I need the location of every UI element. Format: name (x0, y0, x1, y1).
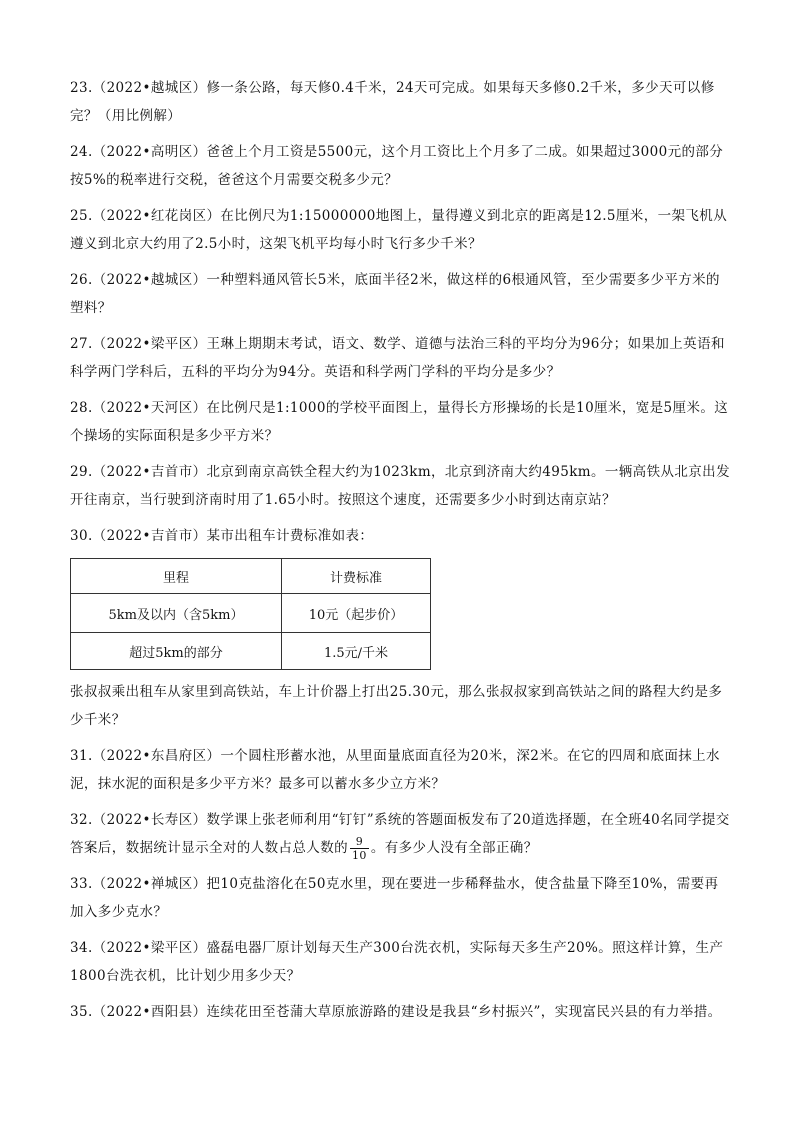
question-27: 27.（2022•梁平区）王琳上期期末考试，语文、数学、道德与法治三科的平均分为96分；如果加上英语和科学两门学科后，五科的平均分为94分。英语和科学两门学科的平均分是多少？ (70, 336, 725, 380)
fare-header-distance: 里程 (71, 559, 282, 594)
question-23: 23.（2022•越城区）修一条公路，每天修0.4千米，24天可完成。如果每天多修0.2千米，多少天可以修完？（用比例解） (70, 80, 715, 124)
question-29: 29.（2022•吉首市）北京到南京高铁全程大约为1023km，北京到济南大约495km。一辆高铁从北京出发开往南京，当行驶到济南时用了1.65小时。按照这个速度，还需要多少小时到达南京站？ (70, 464, 730, 508)
question-30-intro: 30.（2022•吉首市）某市出租车计费标准如表： (70, 528, 374, 544)
fraction-numerator: 9 (355, 835, 364, 848)
fare-cell-distance: 超过5km的部分 (71, 633, 282, 670)
fare-header-rate: 计费标准 (282, 559, 431, 594)
fare-cell-rate: 1.5元/千米 (282, 633, 431, 670)
fare-table-row (71, 633, 431, 670)
question-35: 35.（2022•酉阳县）连续花田至苍蒲大草原旅游路的建设是我县“乡村振兴”，实现富民兴县的有力举措。 (70, 1004, 722, 1020)
question-34: 34.（2022•梁平区）盛磊电器厂原计划每天生产300台洗衣机，实际每天多生产20%。照这样计算，生产1800台洗衣机，比计划少用多少天？ (70, 940, 724, 984)
question-32-tail: 。有多少人没有全部正确？ (370, 840, 538, 856)
question-32-text: 32.（2022•长寿区）数学课上张老师利用“钉钉”系统的答题面板发布了20道选择题，在全班40名同学提交答案后，数据统计显示全对的人数占总人数的 (70, 812, 730, 856)
fare-table-header-row (71, 559, 431, 594)
fare-table (70, 558, 431, 670)
fraction-nine-tenths (350, 835, 369, 862)
question-28: 28.（2022•天河区）在比例尺是1:1000的学校平面图上，量得长方形操场的长是10厘米，宽是5厘米。这个操场的实际面积是多少平方米？ (70, 400, 729, 444)
fare-cell-rate: 10元（起步价） (282, 594, 431, 633)
question-33: 33.（2022•禅城区）把10克盐溶化在50克水里，现在要进一步稀释盐水，使含盐量下降至10%，需要再加入多少克水？ (70, 876, 719, 920)
question-30-body: 张叔叔乘出租车从家里到高铁站，车上计价器上打出25.30元，那么张叔叔家到高铁站之间的路程大约是多少千米？ (70, 684, 723, 728)
question-26: 26.（2022•越城区）一种塑料通风管长5米，底面半径2米，做这样的6根通风管，至少需要多少平方米的塑料？ (70, 272, 720, 316)
question-25: 25.（2022•红花岗区）在比例尺为1:15000000地图上，量得遵义到北京的距离是12.5厘米，一架飞机从遵义到北京大约用了2.5小时，这架飞机平均每小时飞行多少千米？ (70, 208, 728, 252)
question-31: 31.（2022•东昌府区）一个圆柱形蓄水池，从里面量底面直径为20米，深2米。在它的四周和底面抹上水泥，抹水泥的面积是多少平方米？最多可以蓄水多少立方米？ (70, 748, 720, 792)
fare-table-row (71, 594, 431, 633)
fraction-denominator: 10 (352, 849, 367, 862)
question-32 (70, 806, 730, 862)
fare-cell-distance: 5km及以内（含5km） (71, 594, 282, 633)
question-24: 24.（2022•高明区）爸爸上个月工资是5500元，这个月工资比上个月多了二成。如果超过3000元的部分按5%的税率进行交税，爸爸这个月需要交税多少元？ (70, 144, 724, 188)
